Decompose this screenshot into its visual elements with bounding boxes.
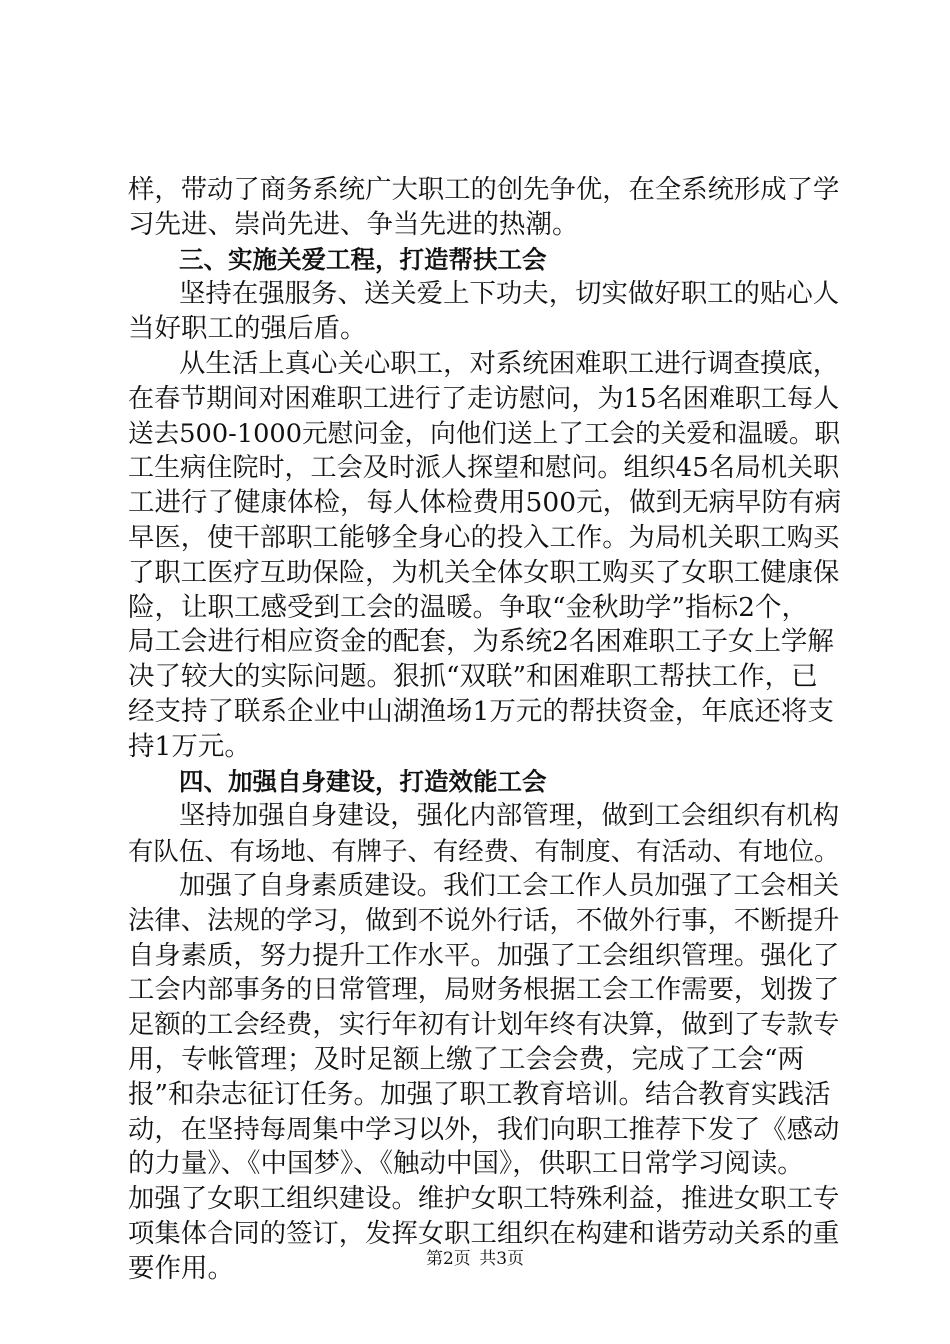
document-body [128, 173, 840, 1287]
text-line: 工会内部事务的日常管理，局财务根据工会工作需要，划拨了 [128, 975, 840, 1006]
text-line: 送去500-1000元慰问金，向他们送上了工会的关爱和温暖。职 [128, 418, 841, 449]
text-line: 用，专帐管理；及时足额上缴了工会会费，完成了工会“两 [128, 1043, 805, 1075]
text-line: 决了较大的实际问题。狠抓“双联”和困难职工帮扶工作，已 [128, 661, 818, 693]
text-line: 习先进、崇尚先进、争当先进的热潮。 [128, 208, 579, 240]
text-line: 当好职工的强后盾。 [128, 313, 367, 345]
text-line: 加强了女职工组织建设。维护女职工特殊利益，推进女职工专 [128, 1184, 840, 1215]
section-heading: 三、实施关爱工程，打造帮扶工会 [179, 244, 547, 274]
text-line: 持1万元。 [128, 730, 251, 762]
text-line: 项集体合同的签订，发挥女职工组织在构建和谐劳动关系的重 [128, 1218, 840, 1249]
text-line: 在春节期间对困难职工进行了走访慰问，为15名困难职工每人 [128, 383, 840, 414]
text-line: 坚持在强服务、送关爱上下功夫，切实做好职工的贴心人 [179, 278, 840, 310]
text-line: 动，在坚持每周集中学习以外，我们向职工推荐下发了《感动 [128, 1114, 840, 1145]
text-line: 险，让职工感受到工会的温暖。争取“金秋助学”指标2个， [128, 591, 808, 623]
section-heading: 四、加强自身建设，打造效能工会 [179, 766, 547, 796]
text-line: 工生病住院时，工会及时派人探望和慰问。组织45名局机关职 [128, 453, 840, 484]
text-line: 足额的工会经费，实行年初有计划年终有决算，做到了专款专 [128, 1010, 840, 1041]
text-line: 要作用。 [128, 1252, 234, 1284]
page-footer: 第2页 共3页 [425, 1249, 525, 1269]
text-line: 自身素质，努力提升工作水平。加强了工会组织管理。强化了 [128, 940, 840, 971]
text-line: 坚持加强自身建设，强化内部管理，做到工会组织有机构 [179, 800, 840, 832]
text-line: 经支持了联系企业中山湖渔场1万元的帮扶资金，年底还将支 [128, 695, 834, 727]
text-line: 局工会进行相应资金的配套，为系统2名困难职工子女上学解 [128, 626, 834, 658]
text-line: 有队伍、有场地、有牌子、有经费、有制度、有活动、有地位。 [128, 836, 840, 867]
text-line: 早医，使干部职工能够全身心的投入工作。为局机关职工购买 [128, 522, 840, 553]
text-line: 工进行了健康体检，每人体检费用500元，做到无病早防有病 [128, 487, 842, 519]
text-line: 样，带动了商务系统广大职工的创先争优，在全系统形成了学 [128, 175, 840, 205]
text-line: 了职工医疗互助保险，为机关全体女职工购买了女职工健康保 [128, 557, 840, 588]
text-line: 法律、法规的学习，做到不说外行话，不做外行事，不断提升 [128, 905, 840, 936]
text-line: 的力量》、《中国梦》、《触动中国》，供职工日常学习阅读。 [128, 1148, 804, 1180]
text-line: 从生活上真心关心职工，对系统困难职工进行调查摸底， [179, 347, 840, 379]
text-line: 报”和杂志征订任务。加强了职工教育培训。结合教育实践活 [128, 1078, 831, 1110]
text-line: 加强了自身素质建设。我们工会工作人员加强了工会相关 [179, 869, 840, 901]
